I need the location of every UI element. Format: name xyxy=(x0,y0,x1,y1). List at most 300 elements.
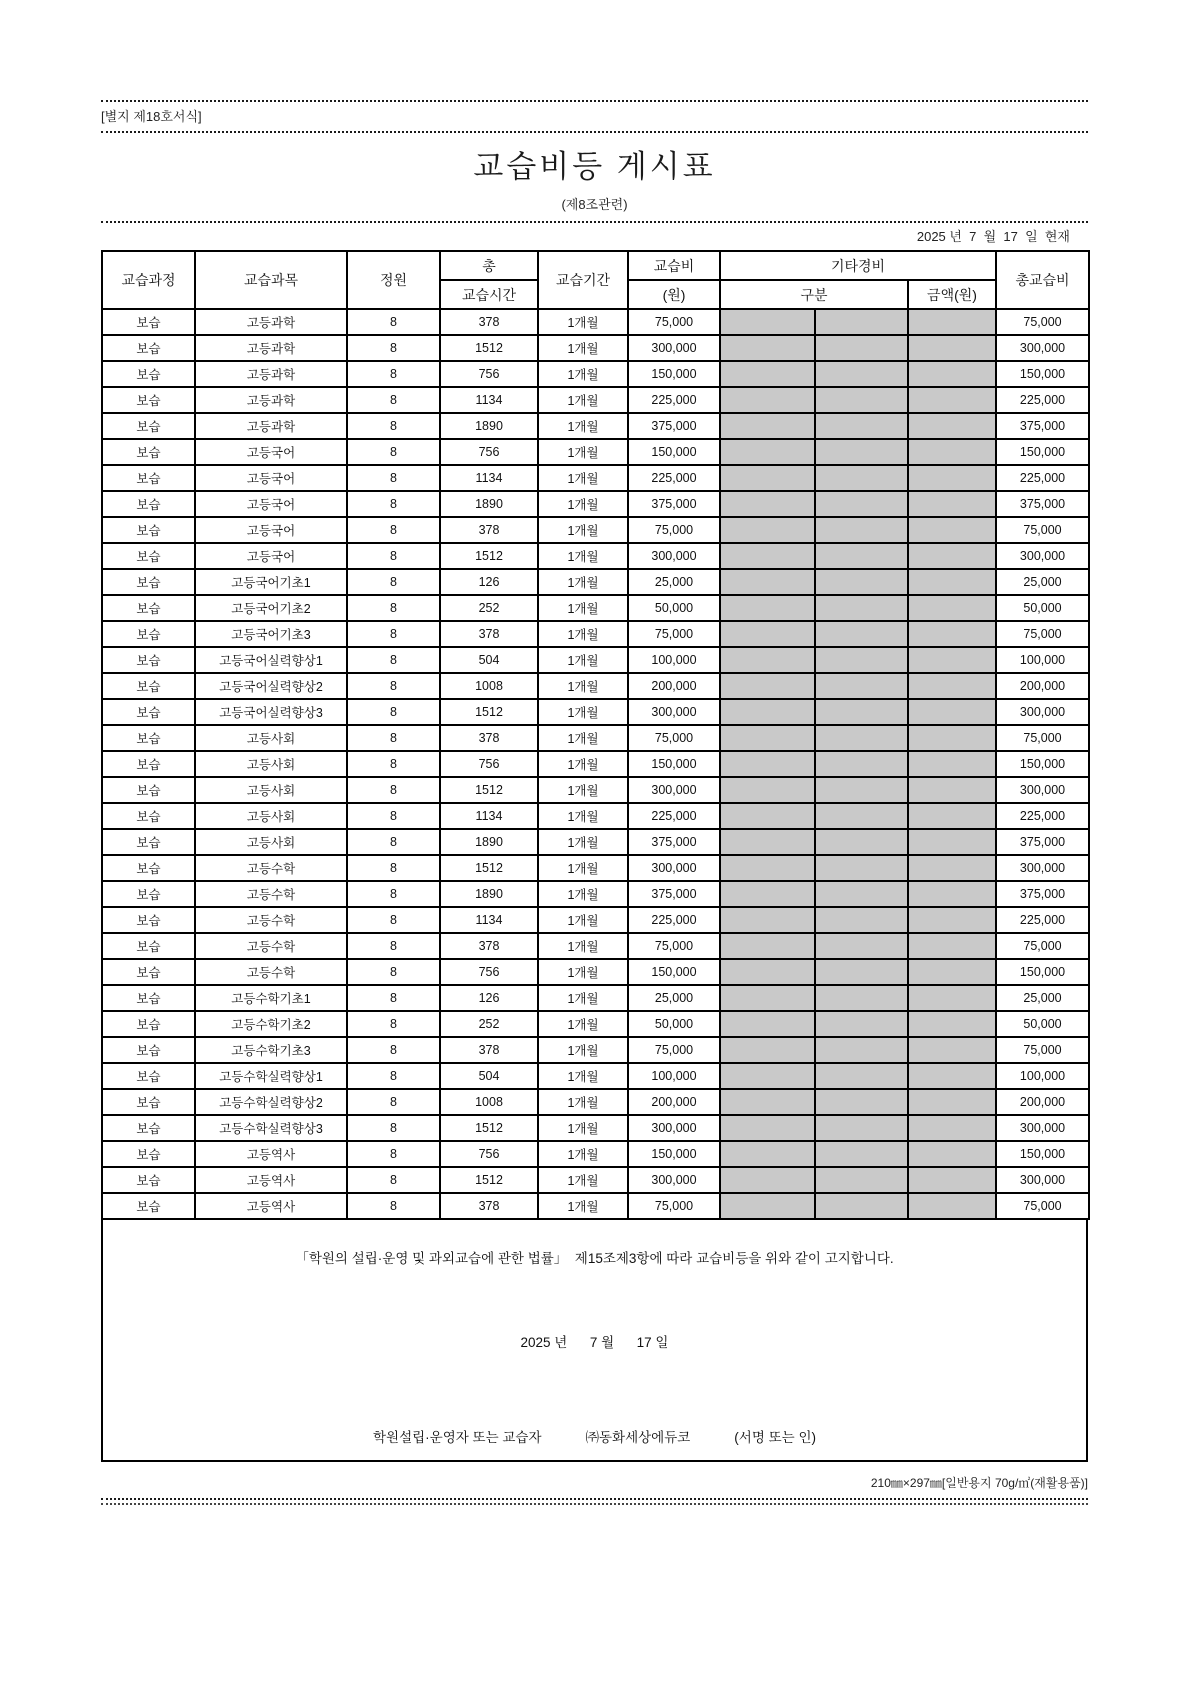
cell-etc-category-1 xyxy=(720,881,815,907)
signature-seal: (서명 또는 인) xyxy=(734,1430,816,1445)
cell-course: 보습 xyxy=(102,673,195,699)
cell-period: 1개월 xyxy=(538,985,628,1011)
cell-fee-won: 375,000 xyxy=(628,413,720,439)
cell-period: 1개월 xyxy=(538,1063,628,1089)
cell-subject: 고등수학 xyxy=(195,855,347,881)
cell-subject: 고등역사 xyxy=(195,1167,347,1193)
cell-total-fee: 100,000 xyxy=(996,647,1089,673)
cell-etc-category-1 xyxy=(720,1063,815,1089)
cell-etc-category-2 xyxy=(815,439,908,465)
cell-course: 보습 xyxy=(102,439,195,465)
cell-etc-category-1 xyxy=(720,985,815,1011)
cell-subject: 고등수학기초1 xyxy=(195,985,347,1011)
cell-etc-amount xyxy=(908,1037,996,1063)
cell-etc-category-1 xyxy=(720,803,815,829)
cell-course: 보습 xyxy=(102,1115,195,1141)
cell-course: 보습 xyxy=(102,361,195,387)
cell-fee-won: 225,000 xyxy=(628,387,720,413)
cell-total-hours: 1890 xyxy=(440,491,538,517)
cell-capacity: 8 xyxy=(347,621,440,647)
cell-total-hours: 756 xyxy=(440,439,538,465)
cell-capacity: 8 xyxy=(347,387,440,413)
cell-etc-category-2 xyxy=(815,1193,908,1219)
cell-total-fee: 300,000 xyxy=(996,699,1089,725)
cell-etc-amount xyxy=(908,881,996,907)
cell-period: 1개월 xyxy=(538,1011,628,1037)
cell-fee-won: 225,000 xyxy=(628,907,720,933)
cell-total-fee: 375,000 xyxy=(996,829,1089,855)
cell-course: 보습 xyxy=(102,881,195,907)
cell-etc-category-2 xyxy=(815,855,908,881)
cell-fee-won: 375,000 xyxy=(628,829,720,855)
cell-etc-amount xyxy=(908,465,996,491)
cell-period: 1개월 xyxy=(538,595,628,621)
cell-course: 보습 xyxy=(102,725,195,751)
cell-capacity: 8 xyxy=(347,439,440,465)
cell-fee-won: 75,000 xyxy=(628,309,720,335)
cell-capacity: 8 xyxy=(347,335,440,361)
table-row xyxy=(102,1141,1089,1167)
table-row xyxy=(102,335,1089,361)
cell-period: 1개월 xyxy=(538,699,628,725)
cell-total-fee: 150,000 xyxy=(996,1141,1089,1167)
cell-etc-category-2 xyxy=(815,491,908,517)
cell-capacity: 8 xyxy=(347,803,440,829)
cell-course: 보습 xyxy=(102,1141,195,1167)
cell-etc-category-2 xyxy=(815,751,908,777)
cell-total-fee: 50,000 xyxy=(996,595,1089,621)
cell-total-hours: 252 xyxy=(440,595,538,621)
cell-etc-category-2 xyxy=(815,1037,908,1063)
cell-etc-category-2 xyxy=(815,517,908,543)
cell-total-hours: 1512 xyxy=(440,1167,538,1193)
cell-capacity: 8 xyxy=(347,1141,440,1167)
cell-total-fee: 375,000 xyxy=(996,881,1089,907)
cell-course: 보습 xyxy=(102,803,195,829)
table-row xyxy=(102,1115,1089,1141)
table-row xyxy=(102,803,1089,829)
cell-subject: 고등국어 xyxy=(195,439,347,465)
cell-etc-category-2 xyxy=(815,959,908,985)
cell-period: 1개월 xyxy=(538,1167,628,1193)
cell-subject: 고등수학실력향상3 xyxy=(195,1115,347,1141)
cell-total-fee: 300,000 xyxy=(996,1167,1089,1193)
paper-spec-note: 210㎜×297㎜[일반용지 70g/㎡(재활용품)] xyxy=(870,1476,1088,1490)
cell-etc-category-1 xyxy=(720,1167,815,1193)
cell-subject: 고등수학기초2 xyxy=(195,1011,347,1037)
cell-course: 보습 xyxy=(102,1089,195,1115)
cell-subject: 고등국어 xyxy=(195,465,347,491)
header-etc-expenses: 기타경비 xyxy=(720,251,996,280)
cell-fee-won: 300,000 xyxy=(628,699,720,725)
cell-total-hours: 126 xyxy=(440,985,538,1011)
cell-total-hours: 1512 xyxy=(440,855,538,881)
cell-subject: 고등사회 xyxy=(195,829,347,855)
cell-capacity: 8 xyxy=(347,413,440,439)
cell-fee-won: 50,000 xyxy=(628,1011,720,1037)
cell-capacity: 8 xyxy=(347,309,440,335)
table-row xyxy=(102,387,1089,413)
table-row xyxy=(102,881,1089,907)
cell-fee-won: 25,000 xyxy=(628,985,720,1011)
cell-etc-category-1 xyxy=(720,829,815,855)
cell-period: 1개월 xyxy=(538,621,628,647)
cell-etc-amount xyxy=(908,387,996,413)
cell-etc-amount xyxy=(908,1141,996,1167)
cell-period: 1개월 xyxy=(538,673,628,699)
cell-capacity: 8 xyxy=(347,725,440,751)
cell-etc-category-2 xyxy=(815,413,908,439)
cell-total-fee: 225,000 xyxy=(996,387,1089,413)
cell-total-hours: 1512 xyxy=(440,699,538,725)
cell-course: 보습 xyxy=(102,907,195,933)
header-course: 교습과정 xyxy=(102,251,195,309)
header-fee-top: 교습비 xyxy=(628,251,720,280)
cell-period: 1개월 xyxy=(538,1115,628,1141)
document-content xyxy=(101,100,1088,1505)
table-row xyxy=(102,829,1089,855)
cell-etc-amount xyxy=(908,1193,996,1219)
cell-period: 1개월 xyxy=(538,491,628,517)
table-row xyxy=(102,413,1089,439)
cell-period: 1개월 xyxy=(538,387,628,413)
cell-total-fee: 225,000 xyxy=(996,465,1089,491)
cell-subject: 고등과학 xyxy=(195,387,347,413)
cell-total-fee: 300,000 xyxy=(996,777,1089,803)
cell-etc-category-1 xyxy=(720,1141,815,1167)
table-row xyxy=(102,725,1089,751)
cell-etc-category-1 xyxy=(720,777,815,803)
table-row xyxy=(102,439,1089,465)
form-number-label: [별지 제18호서식] xyxy=(101,109,202,124)
cell-etc-amount xyxy=(908,1089,996,1115)
cell-total-hours: 1512 xyxy=(440,335,538,361)
table-row xyxy=(102,1089,1089,1115)
cell-etc-amount xyxy=(908,1011,996,1037)
cell-subject: 고등과학 xyxy=(195,361,347,387)
cell-etc-amount xyxy=(908,491,996,517)
cell-subject: 고등수학 xyxy=(195,959,347,985)
cell-etc-category-1 xyxy=(720,1193,815,1219)
cell-period: 1개월 xyxy=(538,881,628,907)
cell-total-hours: 1008 xyxy=(440,1089,538,1115)
cell-subject: 고등수학실력향상1 xyxy=(195,1063,347,1089)
cell-etc-category-2 xyxy=(815,777,908,803)
header-row-1 xyxy=(102,251,1089,280)
cell-fee-won: 150,000 xyxy=(628,959,720,985)
cell-subject: 고등과학 xyxy=(195,309,347,335)
cell-fee-won: 75,000 xyxy=(628,1193,720,1219)
cell-subject: 고등국어 xyxy=(195,543,347,569)
signature-label: 학원설립·운영자 또는 교습자 xyxy=(373,1430,542,1445)
cell-total-fee: 75,000 xyxy=(996,1193,1089,1219)
cell-period: 1개월 xyxy=(538,1141,628,1167)
cell-total-hours: 378 xyxy=(440,309,538,335)
table-row xyxy=(102,959,1089,985)
cell-etc-category-2 xyxy=(815,1115,908,1141)
cell-etc-category-2 xyxy=(815,725,908,751)
cell-etc-category-1 xyxy=(720,725,815,751)
cell-period: 1개월 xyxy=(538,959,628,985)
cell-capacity: 8 xyxy=(347,855,440,881)
cell-total-fee: 300,000 xyxy=(996,855,1089,881)
cell-period: 1개월 xyxy=(538,1193,628,1219)
signature-line xyxy=(103,1426,1086,1446)
cell-period: 1개월 xyxy=(538,517,628,543)
cell-etc-amount xyxy=(908,829,996,855)
table-row xyxy=(102,1063,1089,1089)
cell-etc-category-2 xyxy=(815,543,908,569)
cell-fee-won: 300,000 xyxy=(628,543,720,569)
cell-subject: 고등수학기초3 xyxy=(195,1037,347,1063)
table-body xyxy=(102,309,1089,1219)
cell-etc-category-1 xyxy=(720,335,815,361)
cell-period: 1개월 xyxy=(538,829,628,855)
cell-total-hours: 1512 xyxy=(440,543,538,569)
cell-total-hours: 1890 xyxy=(440,829,538,855)
cell-subject: 고등수학 xyxy=(195,881,347,907)
cell-etc-amount xyxy=(908,803,996,829)
cell-course: 보습 xyxy=(102,413,195,439)
cell-etc-category-1 xyxy=(720,543,815,569)
cell-subject: 고등국어기초3 xyxy=(195,621,347,647)
cell-capacity: 8 xyxy=(347,1063,440,1089)
cell-fee-won: 100,000 xyxy=(628,1063,720,1089)
cell-course: 보습 xyxy=(102,1193,195,1219)
cell-subject: 고등과학 xyxy=(195,335,347,361)
table-row xyxy=(102,907,1089,933)
cell-fee-won: 300,000 xyxy=(628,335,720,361)
cell-total-fee: 75,000 xyxy=(996,517,1089,543)
cell-course: 보습 xyxy=(102,335,195,361)
cell-capacity: 8 xyxy=(347,647,440,673)
cell-etc-category-2 xyxy=(815,933,908,959)
cell-course: 보습 xyxy=(102,491,195,517)
cell-total-fee: 25,000 xyxy=(996,985,1089,1011)
cell-etc-category-2 xyxy=(815,309,908,335)
cell-course: 보습 xyxy=(102,1167,195,1193)
cell-etc-amount xyxy=(908,933,996,959)
header-total-fee: 총교습비 xyxy=(996,251,1089,309)
header-subject: 교습과목 xyxy=(195,251,347,309)
cell-etc-category-2 xyxy=(815,335,908,361)
cell-total-hours: 756 xyxy=(440,751,538,777)
cell-fee-won: 150,000 xyxy=(628,1141,720,1167)
cell-total-hours: 756 xyxy=(440,361,538,387)
cell-etc-category-2 xyxy=(815,595,908,621)
cell-capacity: 8 xyxy=(347,673,440,699)
cell-fee-won: 375,000 xyxy=(628,491,720,517)
table-row xyxy=(102,595,1089,621)
cell-fee-won: 150,000 xyxy=(628,361,720,387)
cell-subject: 고등국어 xyxy=(195,517,347,543)
cell-course: 보습 xyxy=(102,933,195,959)
cell-period: 1개월 xyxy=(538,933,628,959)
page-title: 교습비등 게시표 xyxy=(473,149,716,184)
cell-capacity: 8 xyxy=(347,881,440,907)
legal-notice: 「학원의 설립·운영 및 과외교습에 관한 법률」 제15조제3항에 따라 교습비등을 위와 같이 고지합니다. xyxy=(295,1251,894,1266)
cell-period: 1개월 xyxy=(538,1089,628,1115)
cell-total-hours: 756 xyxy=(440,959,538,985)
cell-total-hours: 378 xyxy=(440,517,538,543)
table-row xyxy=(102,1011,1089,1037)
cell-etc-amount xyxy=(908,517,996,543)
cell-course: 보습 xyxy=(102,569,195,595)
cell-etc-category-1 xyxy=(720,387,815,413)
cell-course: 보습 xyxy=(102,751,195,777)
cell-fee-won: 300,000 xyxy=(628,1167,720,1193)
cell-course: 보습 xyxy=(102,517,195,543)
cell-total-fee: 225,000 xyxy=(996,907,1089,933)
cell-etc-amount xyxy=(908,569,996,595)
cell-etc-category-1 xyxy=(720,647,815,673)
issue-date: 2025 년 7 월 17 일 xyxy=(520,1335,669,1350)
cell-course: 보습 xyxy=(102,647,195,673)
cell-capacity: 8 xyxy=(347,829,440,855)
cell-fee-won: 75,000 xyxy=(628,933,720,959)
cell-total-fee: 150,000 xyxy=(996,959,1089,985)
cell-etc-category-2 xyxy=(815,387,908,413)
cell-fee-won: 150,000 xyxy=(628,439,720,465)
cell-period: 1개월 xyxy=(538,439,628,465)
cell-etc-category-1 xyxy=(720,517,815,543)
cell-total-hours: 1512 xyxy=(440,1115,538,1141)
cell-etc-category-1 xyxy=(720,595,815,621)
table-row xyxy=(102,673,1089,699)
cell-etc-category-2 xyxy=(815,907,908,933)
table-row xyxy=(102,621,1089,647)
cell-capacity: 8 xyxy=(347,985,440,1011)
cell-total-fee: 300,000 xyxy=(996,335,1089,361)
cell-period: 1개월 xyxy=(538,309,628,335)
cell-period: 1개월 xyxy=(538,361,628,387)
cell-etc-category-2 xyxy=(815,803,908,829)
header-period: 교습기간 xyxy=(538,251,628,309)
cell-total-hours: 1512 xyxy=(440,777,538,803)
table-row xyxy=(102,1193,1089,1219)
cell-course: 보습 xyxy=(102,465,195,491)
cell-etc-category-2 xyxy=(815,647,908,673)
cell-etc-category-2 xyxy=(815,1167,908,1193)
cell-etc-category-2 xyxy=(815,829,908,855)
cell-etc-category-1 xyxy=(720,907,815,933)
cell-total-fee: 150,000 xyxy=(996,751,1089,777)
cell-etc-amount xyxy=(908,777,996,803)
cell-total-hours: 378 xyxy=(440,933,538,959)
table-row xyxy=(102,933,1089,959)
cell-subject: 고등수학 xyxy=(195,907,347,933)
cell-total-fee: 375,000 xyxy=(996,413,1089,439)
header-total-hours-bottom: 교습시간 xyxy=(440,280,538,309)
cell-capacity: 8 xyxy=(347,1167,440,1193)
cell-etc-amount xyxy=(908,725,996,751)
cell-subject: 고등역사 xyxy=(195,1141,347,1167)
cell-etc-category-2 xyxy=(815,621,908,647)
cell-etc-category-1 xyxy=(720,751,815,777)
cell-fee-won: 200,000 xyxy=(628,673,720,699)
cell-course: 보습 xyxy=(102,1011,195,1037)
cell-total-hours: 1134 xyxy=(440,803,538,829)
cell-fee-won: 75,000 xyxy=(628,1037,720,1063)
cell-subject: 고등사회 xyxy=(195,725,347,751)
cell-period: 1개월 xyxy=(538,543,628,569)
cell-capacity: 8 xyxy=(347,491,440,517)
cell-etc-amount xyxy=(908,439,996,465)
cell-capacity: 8 xyxy=(347,933,440,959)
cell-course: 보습 xyxy=(102,1063,195,1089)
cell-total-hours: 1134 xyxy=(440,907,538,933)
cell-fee-won: 300,000 xyxy=(628,855,720,881)
cell-total-hours: 504 xyxy=(440,1063,538,1089)
cell-total-hours: 1890 xyxy=(440,413,538,439)
table-header xyxy=(102,251,1089,309)
cell-capacity: 8 xyxy=(347,1089,440,1115)
cell-capacity: 8 xyxy=(347,1011,440,1037)
dotted-divider-under-label xyxy=(101,131,1088,133)
cell-total-hours: 1134 xyxy=(440,465,538,491)
cell-total-fee: 225,000 xyxy=(996,803,1089,829)
cell-capacity: 8 xyxy=(347,777,440,803)
cell-period: 1개월 xyxy=(538,465,628,491)
header-etc-category: 구분 xyxy=(720,280,908,309)
cell-total-hours: 378 xyxy=(440,1037,538,1063)
cell-subject: 고등국어실력향상1 xyxy=(195,647,347,673)
cell-total-hours: 378 xyxy=(440,621,538,647)
cell-total-hours: 504 xyxy=(440,647,538,673)
cell-period: 1개월 xyxy=(538,647,628,673)
cell-capacity: 8 xyxy=(347,569,440,595)
cell-fee-won: 300,000 xyxy=(628,1115,720,1141)
cell-total-hours: 1890 xyxy=(440,881,538,907)
cell-etc-category-1 xyxy=(720,1115,815,1141)
table-row xyxy=(102,985,1089,1011)
cell-course: 보습 xyxy=(102,595,195,621)
cell-etc-category-2 xyxy=(815,1141,908,1167)
table-row xyxy=(102,465,1089,491)
cell-etc-category-1 xyxy=(720,439,815,465)
cell-etc-category-1 xyxy=(720,465,815,491)
cell-total-fee: 150,000 xyxy=(996,361,1089,387)
cell-period: 1개월 xyxy=(538,777,628,803)
cell-etc-amount xyxy=(908,751,996,777)
cell-fee-won: 375,000 xyxy=(628,881,720,907)
cell-total-fee: 75,000 xyxy=(996,1037,1089,1063)
cell-etc-amount xyxy=(908,309,996,335)
table-row xyxy=(102,647,1089,673)
cell-subject: 고등사회 xyxy=(195,777,347,803)
cell-etc-category-2 xyxy=(815,361,908,387)
cell-total-hours: 378 xyxy=(440,1193,538,1219)
cell-etc-category-1 xyxy=(720,699,815,725)
cell-fee-won: 225,000 xyxy=(628,465,720,491)
cell-period: 1개월 xyxy=(538,855,628,881)
cell-total-fee: 75,000 xyxy=(996,621,1089,647)
cell-etc-amount xyxy=(908,621,996,647)
table-row xyxy=(102,777,1089,803)
cell-total-hours: 756 xyxy=(440,1141,538,1167)
cell-total-fee: 300,000 xyxy=(996,1115,1089,1141)
cell-etc-amount xyxy=(908,673,996,699)
cell-etc-category-1 xyxy=(720,1011,815,1037)
cell-total-fee: 75,000 xyxy=(996,309,1089,335)
cell-capacity: 8 xyxy=(347,465,440,491)
cell-fee-won: 75,000 xyxy=(628,725,720,751)
table-footer-box xyxy=(101,1220,1088,1462)
cell-subject: 고등과학 xyxy=(195,413,347,439)
cell-etc-category-1 xyxy=(720,491,815,517)
cell-course: 보습 xyxy=(102,621,195,647)
cell-capacity: 8 xyxy=(347,699,440,725)
